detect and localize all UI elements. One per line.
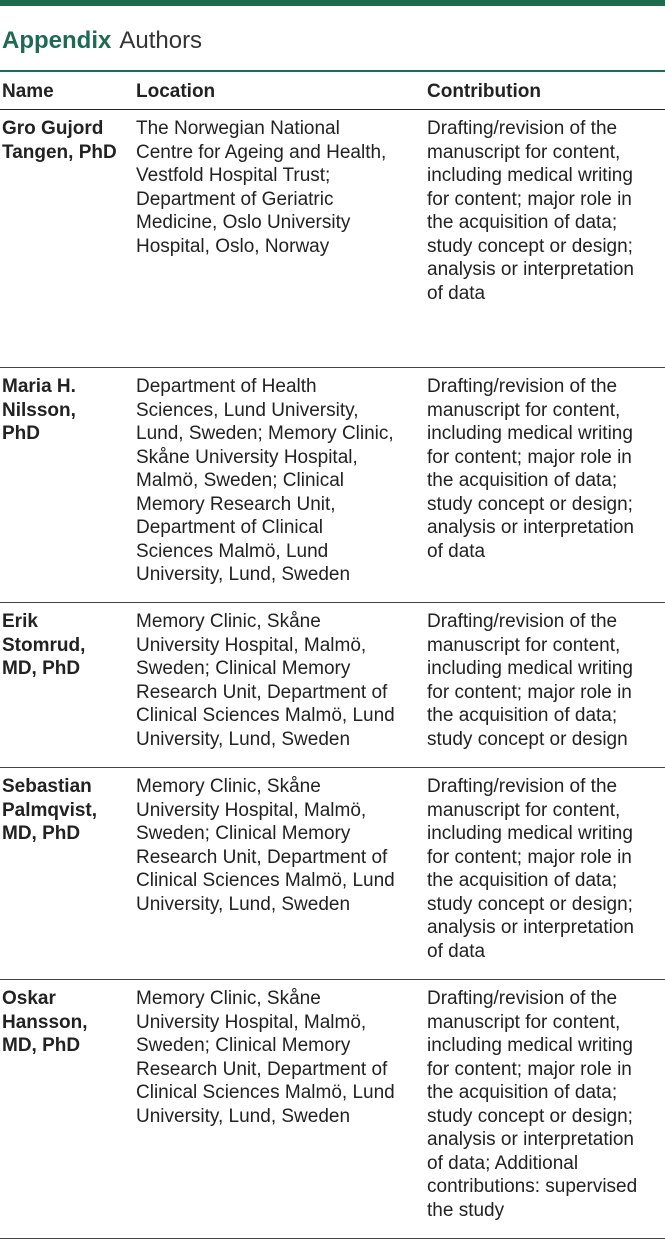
contribution-line: manuscript for content, [427, 141, 621, 163]
location-line: Department of Geriatric [136, 188, 334, 210]
header-location: Location [136, 81, 216, 102]
author-location [136, 375, 422, 587]
author-name [2, 987, 128, 1058]
name-line: MD, PhD [2, 1035, 81, 1056]
author-contribution [427, 375, 663, 563]
contribution-line: Drafting/revision of the [427, 988, 618, 1009]
location-line: Malmö, Sweden; Clinical [136, 470, 345, 491]
author-name [2, 610, 128, 681]
contribution-line: study concept or design; [427, 493, 633, 515]
location-line: Medicine, Oslo University [136, 212, 351, 233]
author-contribution [427, 987, 663, 1222]
name-line: Hansson, [2, 1011, 88, 1033]
authors-table [0, 72, 665, 1239]
location-line: Skåne University Hospital, [136, 446, 358, 468]
author-name [2, 775, 128, 846]
author-location [136, 117, 422, 258]
name-line: Nilsson, [2, 399, 76, 421]
contribution-line: including medical writing [427, 1035, 633, 1056]
contribution-line: of data; Additional [427, 1152, 579, 1174]
contribution-line: the acquisition of data; [427, 705, 618, 726]
header-name: Name [2, 81, 54, 102]
table-row [0, 603, 665, 768]
location-line: Clinical Sciences Malmö, Lund [136, 1082, 395, 1103]
contribution-line: including medical writing [427, 165, 633, 186]
name-line: Maria H. [2, 376, 76, 397]
location-line: Hospital, Oslo, Norway [136, 235, 330, 257]
name-line: PhD [2, 423, 40, 444]
contribution-line: the study [427, 1199, 505, 1221]
location-line: University, Lund, Sweden [136, 1105, 351, 1127]
name-line: Gro Gujord [2, 118, 104, 139]
contribution-line: manuscript for content, [427, 399, 621, 421]
author-name [2, 117, 128, 164]
contribution-line: for content; major role in [427, 681, 632, 703]
name-line: MD, PhD [2, 658, 81, 679]
contribution-line: study concept or design [427, 728, 628, 750]
title-label: Appendix [2, 27, 112, 54]
table-header [0, 72, 665, 110]
location-line: Memory Clinic, Skåne [136, 988, 321, 1009]
name-line: Erik [2, 611, 38, 632]
name-line: Stomrud, [2, 634, 86, 656]
contribution-line: the acquisition of data; [427, 212, 618, 233]
location-line: Sweden; Clinical Memory [136, 823, 351, 844]
contribution-line: manuscript for content, [427, 1011, 621, 1033]
location-line: University, Lund, Sweden [136, 728, 351, 750]
author-contribution [427, 117, 663, 305]
location-line: Research Unit, Department of [136, 681, 388, 703]
contribution-line: contributions: supervised [427, 1176, 638, 1197]
location-line: Sciences Malmö, Lund [136, 540, 329, 562]
header-contribution: Contribution [427, 81, 541, 102]
top-accent-bar [0, 0, 665, 6]
name-line: Sebastian [2, 776, 92, 797]
table-row [0, 368, 665, 603]
location-line: Sweden; Clinical Memory [136, 1035, 351, 1056]
author-contribution [427, 610, 663, 751]
contribution-line: Drafting/revision of the [427, 611, 618, 632]
title-text: Authors [119, 27, 203, 54]
location-line: Memory Clinic, Skåne [136, 776, 321, 797]
location-line: Lund, Sweden; Memory Clinic, [136, 423, 394, 444]
location-line: The Norwegian National [136, 118, 340, 139]
contribution-line: manuscript for content, [427, 634, 621, 656]
location-line: Sweden; Clinical Memory [136, 658, 351, 679]
contribution-line: including medical writing [427, 658, 633, 679]
location-line: Sciences, Lund University, [136, 399, 359, 421]
contribution-line: analysis or interpretation [427, 1129, 634, 1150]
contribution-line: study concept or design; [427, 893, 633, 915]
location-line: Clinical Sciences Malmö, Lund [136, 705, 395, 726]
location-line: Memory Clinic, Skåne [136, 611, 321, 632]
table-row [0, 110, 665, 368]
author-location [136, 987, 422, 1128]
contribution-line: for content; major role in [427, 846, 632, 868]
location-line: Research Unit, Department of [136, 1058, 388, 1080]
contribution-line: study concept or design; [427, 1105, 633, 1127]
contribution-line: including medical writing [427, 423, 633, 444]
contribution-line: including medical writing [427, 823, 633, 844]
location-line: University Hospital, Malmö, [136, 799, 367, 821]
contribution-line: Drafting/revision of the [427, 118, 618, 139]
contribution-line: the acquisition of data; [427, 470, 618, 491]
contribution-line: the acquisition of data; [427, 1082, 618, 1103]
name-line: Tangen, PhD [2, 141, 117, 163]
contribution-line: analysis or interpretation [427, 259, 634, 280]
location-line: Centre for Ageing and Health, [136, 141, 387, 163]
author-contribution [427, 775, 663, 963]
table-row [0, 768, 665, 980]
contribution-line: of data [427, 282, 486, 304]
location-line: University, Lund, Sweden [136, 893, 351, 915]
name-line: Oskar [2, 988, 56, 1009]
contribution-line: Drafting/revision of the [427, 776, 618, 797]
location-line: Department of Clinical [136, 517, 323, 538]
contribution-line: study concept or design; [427, 235, 633, 257]
location-line: Vestfold Hospital Trust; [136, 165, 331, 186]
contribution-line: analysis or interpretation [427, 517, 634, 538]
contribution-line: for content; major role in [427, 1058, 632, 1080]
contribution-line: manuscript for content, [427, 799, 621, 821]
table-row [0, 980, 665, 1239]
name-line: MD, PhD [2, 823, 81, 844]
author-name [2, 375, 128, 446]
table-title [2, 26, 202, 56]
location-line: University Hospital, Malmö, [136, 634, 367, 656]
location-line: University, Lund, Sweden [136, 564, 351, 585]
location-line: Memory Research Unit, [136, 493, 336, 515]
author-location [136, 775, 422, 916]
location-line: University Hospital, Malmö, [136, 1011, 367, 1033]
contribution-line: the acquisition of data; [427, 870, 618, 891]
location-line: Research Unit, Department of [136, 846, 388, 868]
author-location [136, 610, 422, 751]
contribution-line: for content; major role in [427, 446, 632, 468]
contribution-line: for content; major role in [427, 188, 632, 210]
location-line: Clinical Sciences Malmö, Lund [136, 870, 395, 891]
contribution-line: of data [427, 540, 486, 562]
contribution-line: of data [427, 940, 486, 962]
name-line: Palmqvist, [2, 799, 98, 821]
contribution-line: analysis or interpretation [427, 917, 634, 938]
location-line: Department of Health [136, 376, 317, 397]
contribution-line: Drafting/revision of the [427, 376, 618, 397]
